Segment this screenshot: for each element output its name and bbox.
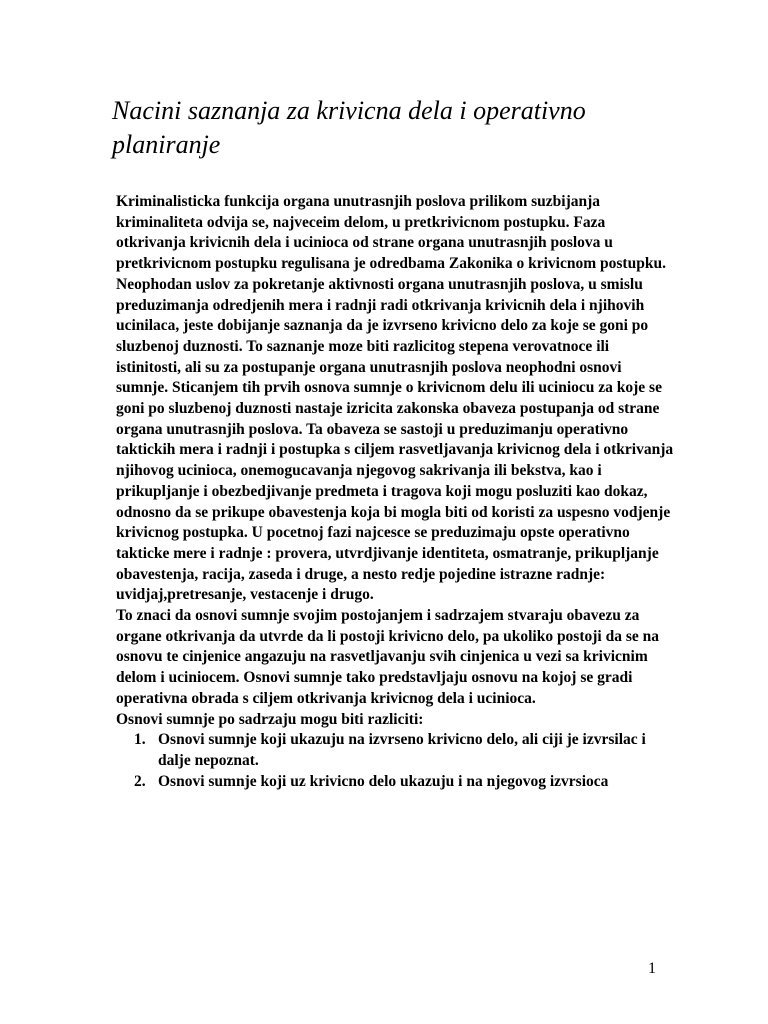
list-item-number: 2.	[134, 772, 146, 790]
numbered-list	[116, 730, 676, 792]
list-item-number: 1.	[134, 731, 146, 749]
paragraph: Osnovi sumnje po sadrzaju mogu biti razliciti:	[116, 710, 424, 728]
list-item	[116, 730, 676, 771]
page-number: 1	[648, 960, 656, 977]
list-item-text: Osnovi sumnje koji uz krivicno delo ukazuju i na njegovog izvrsioca	[158, 772, 609, 790]
list-item	[116, 772, 676, 793]
document-body	[116, 192, 676, 792]
paragraph: Neophodan uslov za pokretanje aktivnosti organa unutrasnjih poslova, u smislu preduzimanja odredjenih mera i radnji radi otkrivanja krivicnih dela i njihovih ucinilaca, jeste dobijanje saznanja da je izvrseno krivicno delo za koje se goni po sluzbenoj duznosti. To saznanje moze biti razlicitog stepena verovatnoce ili istinitosti, ali su za postupanje organa unutrasnjih poslova neophodni osnovi sumnje. Sticanjem tih prvih osnova sumnje o krivicnom delu ili uciniocu za koje se goni po sluzbenoj duznosti nastaje izricita zakonska obaveza postupanja od strane organa unutrasnjih poslova. Ta obaveza se sastoji u preduzimanju operativno taktickih mera i radnji i postupka s ciljem rasvetljavanja krivicnog dela i otkrivanja njihovog ucinioca, onemogucavanja njegovog sakrivanja ili bekstva, kao i prikupljanje i obezbedjivanje predmeta i tragova koji mogu posluziti kao dokaz, odnosno da se prikupe obavestenja koja bi mogla biti od koristi za uspesno vodjenje krivicnog postupka. U pocetnoj fazi najcesce se preduzimaju opste operativno takticke mere i radnje : provera, utvrdjivanje identiteta, osmatranje, prikupljanje obavestenja, racija, zaseda i druge, a nesto redje pojedine istrazne radnje: uvidjaj,pretresanje, vestacenje i drugo.	[116, 275, 674, 604]
paragraph: Kriminalisticka funkcija organa unutrasnjih poslova prilikom suzbijanja kriminaliteta odvija se, najveceim delom, u pretkrivicnom postupku. Faza otkrivanja krivicnih dela i ucinioca od strane organa unutrasnjih poslova u pretkrivicnom postupku regulisana je odredbama Zakonika o krivicnom postupku.	[116, 193, 666, 273]
paragraph: To znaci da osnovi sumnje svojim postojanjem i sadrzajem stvaraju obavezu za organe otkrivanja da utvrde da li postoji krivicno delo, pa ukoliko postoji da se na osnovu te cinjenice angazuju na rasvetljavanju svih cinjenica u vezi sa krivicnim delom i uciniocem. Osnovi sumnje tako predstavljaju osnovu na kojoj se gradi operativna obrada s ciljem otkrivanja krivicnog dela i ucinioca.	[116, 607, 659, 707]
list-item-text: Osnovi sumnje koji ukazuju na izvrseno krivicno delo, ali ciji je izvrsilac i dalje nepoznat.	[158, 731, 646, 769]
document-title: Nacini saznanja za krivicna dela i operativno planiranje	[112, 96, 586, 159]
